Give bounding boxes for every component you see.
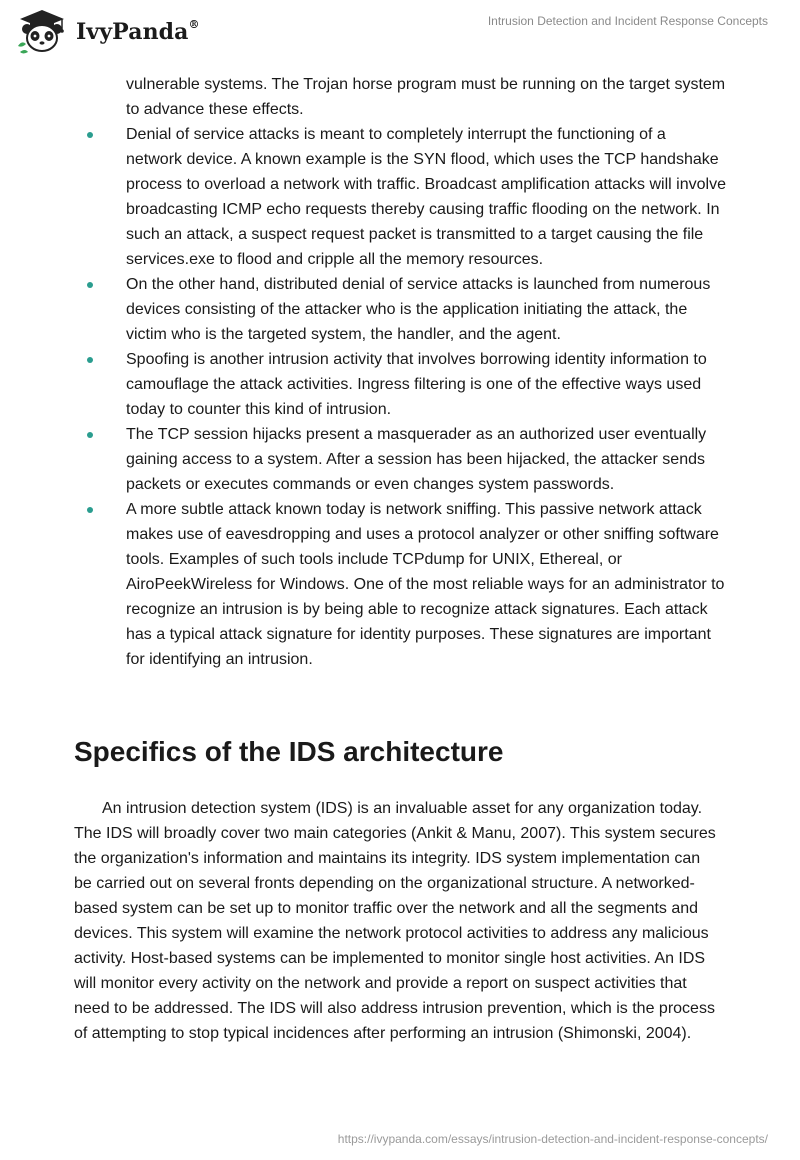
list-item-text: The TCP session hijacks present a masquerader as an authorized user eventually gaining access to a system. After a session has been hijacked, the attacker sends packets or executes commands or even changes system passwords. <box>126 426 707 493</box>
list-item <box>0 497 726 672</box>
section-heading: Specifics of the IDS architecture <box>74 736 504 767</box>
bullet-dot <box>87 507 93 513</box>
list-item <box>0 347 726 422</box>
list-item-text: Spoofing is another intrusion activity that involves borrowing identity information to camouflage the attack activities. Ingress filtering is one of the effective ways used today to counter this kind of intrusion. <box>126 351 707 418</box>
document-title: Intrusion Detection and Incident Response Concepts <box>487 14 768 28</box>
logo-wordmark: IvyPanda® <box>76 17 200 45</box>
bullet-dot <box>87 357 93 363</box>
list-item <box>0 422 726 497</box>
bullet-dot <box>87 432 93 438</box>
list-item-text: Denial of service attacks is meant to completely interrupt the functioning of a network device. A known example is the SYN flood, which uses the TCP handshake process to overload a network with traffic. Broadcast amplification attacks will involve broadcasting ICMP echo requests thereby causing traffic flooding on the network. In such an attack, a suspect request packet is transmitted to a target causing the file services.exe to flood and cripple all the memory resources. <box>126 126 726 268</box>
source-url-link[interactable]: https://ivypanda.com/essays/intrusion-detection-and-incident-response-concepts/ <box>337 1132 768 1146</box>
bullet-dot <box>87 282 93 288</box>
ivypanda-logo[interactable] <box>14 8 200 56</box>
list-item <box>0 122 726 272</box>
list-item <box>0 272 726 347</box>
attack-types-list <box>0 122 800 672</box>
list-item-text: A more subtle attack known today is network sniffing. This passive network attack makes use of eavesdropping and uses a protocol analyzer or other sniffing software tools. Examples of such tools include TCPdump for UNIX, Ethereal, or AiroPeekWireless for Windows. One of the most reliable ways for an administrator to recognize an intrusion is by being able to recognize attack signatures. Each attack has a typical attack signature for identity purposes. These signatures are important for identifying an intrusion. <box>126 501 725 668</box>
list-item-text: On the other hand, distributed denial of service attacks is launched from numerous devices consisting of the attacker who is the application initiating the attack, the victim who is the targeted system, the handler, and the agent. <box>126 276 711 343</box>
section-paragraph: An intrusion detection system (IDS) is an invaluable asset for any organization today. The IDS will broadly cover two main categories (Ankit & Manu, 2007). This system secures the organization's information and maintains its integrity. IDS system implementation can be carried out on several fronts depending on the organizational structure. A networked-based system can be set up to monitor traffic over the network and all the segments and devices. This system will examine the network protocol activities to address any malicious activity. Host-based systems can be implemented to monitor single host activities. An IDS will monitor every activity on the network and provide a report on suspect activities that need to be addressed. The IDS will also address intrusion prevention, which is the process of attempting to stop typical incidences after performing an intrusion (Shimonski, 2004). <box>74 800 716 1042</box>
bullet-dot <box>87 132 93 138</box>
page-header <box>0 0 800 70</box>
panda-logo-icon <box>14 8 70 56</box>
list-item-continuation: vulnerable systems. The Trojan horse program must be running on the target system to advance these effects. <box>126 76 726 118</box>
